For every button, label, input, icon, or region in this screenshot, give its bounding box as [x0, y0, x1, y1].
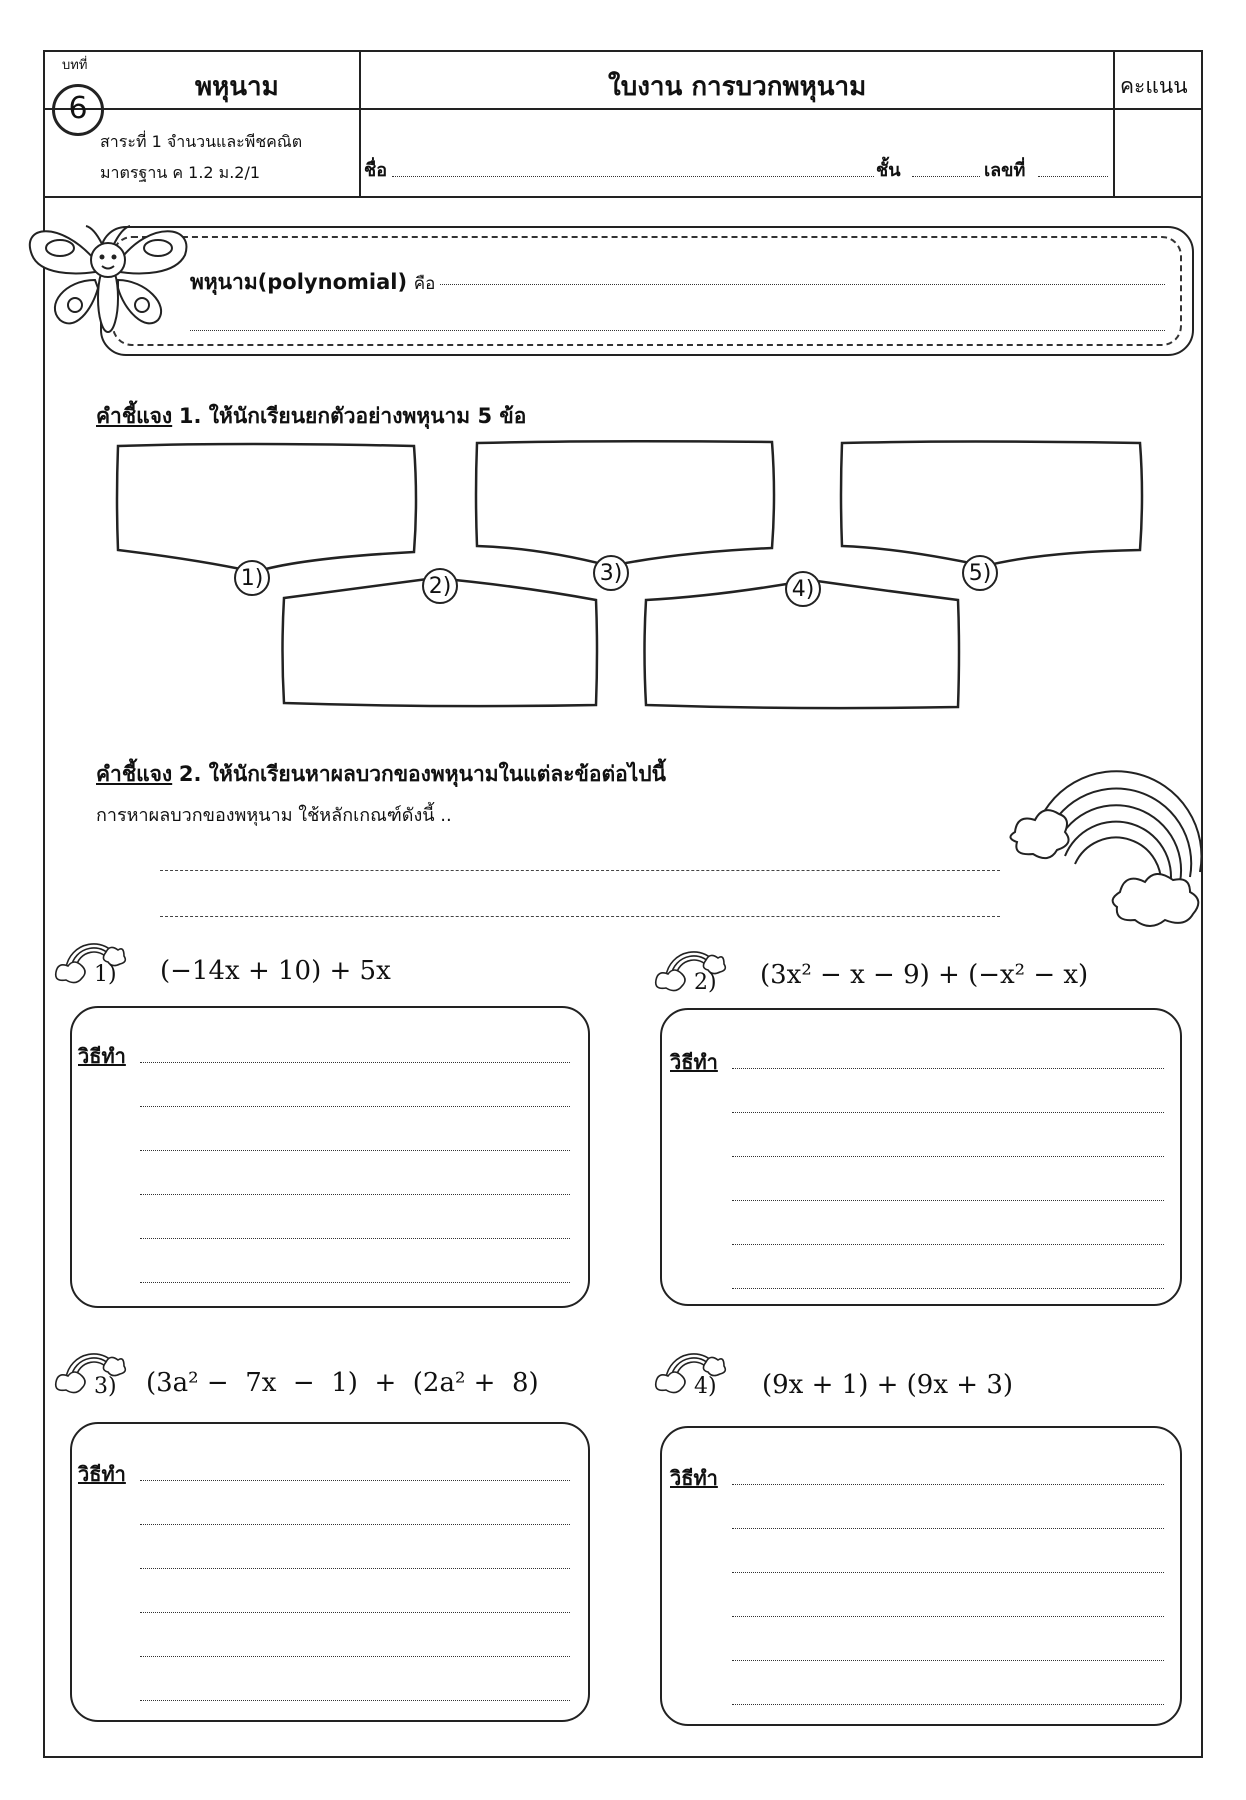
problem-4-expression: (9x + 1) + (9x + 3) — [762, 1370, 1014, 1400]
problem-2-line-4[interactable] — [732, 1200, 1164, 1201]
rule-text: การหาผลบวกของพหุนาม ใช้หลักเกณฑ์ดังนี้ .. — [96, 805, 452, 826]
standard-text: มาตรฐาน ค 1.2 ม.2/1 — [100, 163, 261, 182]
instruction-1-label: คำชี้แจง — [96, 404, 173, 428]
problem-3-work-box — [70, 1422, 590, 1722]
problem-1-line-3[interactable] — [140, 1150, 570, 1151]
instruction-2-label: คำชี้แจง — [96, 762, 173, 786]
example-box-1 — [117, 444, 416, 572]
problem-3-line-1[interactable] — [140, 1480, 570, 1481]
problem-2-line-5[interactable] — [732, 1244, 1164, 1245]
instruction-2-text: 2. ให้นักเรียนหาผลบวกของพหุนามในแต่ละข้อต่อไปนี้ — [178, 762, 666, 786]
problem-2-number: 2) — [694, 970, 717, 995]
problem-3-expression: (3a² − 7x − 1) + (2a² + 8) — [146, 1368, 539, 1398]
problem-3-line-4[interactable] — [140, 1612, 570, 1613]
instruction-1-text: 1. ให้นักเรียนยกตัวอย่างพหุนาม 5 ข้อ — [178, 404, 527, 428]
definition-suffix: คือ — [413, 274, 436, 294]
problem-4-line-6[interactable] — [732, 1704, 1164, 1705]
problem-2-expression: (3x² − x − 9) + (−x² − x) — [760, 960, 1089, 990]
problem-2-line-6[interactable] — [732, 1288, 1164, 1289]
example-box-5 — [841, 442, 1142, 567]
definition-term: พหุนาม(polynomial) — [190, 270, 408, 294]
problem-3-line-5[interactable] — [140, 1656, 570, 1657]
lesson-label: บทที่ — [62, 58, 88, 73]
problem-2-line-2[interactable] — [732, 1112, 1164, 1113]
problem-2-work-box — [660, 1008, 1182, 1306]
problem-2-line-1[interactable] — [732, 1068, 1164, 1069]
example-box-3 — [476, 441, 774, 566]
problem-1-work-box — [70, 1006, 590, 1308]
problem-1-work-label: วิธีทำ — [78, 1044, 126, 1068]
score-label: คะแนน — [1120, 74, 1188, 98]
lesson-number: 6 — [68, 91, 88, 126]
example-number-3: 3) — [593, 555, 629, 591]
problem-1-line-5[interactable] — [140, 1238, 570, 1239]
example-boxes — [0, 0, 1246, 720]
strand-text: สาระที่ 1 จำนวนและพีชคณิต — [100, 132, 303, 151]
problem-4-line-1[interactable] — [732, 1484, 1164, 1485]
problem-4-number: 4) — [694, 1374, 717, 1399]
problem-4-work-box — [660, 1426, 1182, 1726]
problem-2-line-3[interactable] — [732, 1156, 1164, 1157]
problem-4-line-4[interactable] — [732, 1616, 1164, 1617]
problem-4-line-3[interactable] — [732, 1572, 1164, 1573]
rainbow-icon — [1005, 772, 1220, 942]
problem-2-work-label: วิธีทำ — [670, 1050, 718, 1074]
problem-1-line-1[interactable] — [140, 1062, 570, 1063]
problem-1-line-2[interactable] — [140, 1106, 570, 1107]
number-label: เลขที่ — [984, 160, 1026, 181]
problem-3-line-3[interactable] — [140, 1568, 570, 1569]
problem-3-line-6[interactable] — [140, 1700, 570, 1701]
class-label: ชั้น — [876, 160, 901, 181]
unit-title: พหุนาม — [195, 72, 279, 102]
problem-4-work-label: วิธีทำ — [670, 1466, 718, 1490]
problem-3-line-2[interactable] — [140, 1524, 570, 1525]
problem-3-work-label: วิธีทำ — [78, 1462, 126, 1486]
example-number-2: 2) — [422, 568, 458, 604]
problem-1-line-6[interactable] — [140, 1282, 570, 1283]
worksheet-title: ใบงาน การบวกพหุนาม — [608, 72, 867, 102]
problem-1-line-4[interactable] — [140, 1194, 570, 1195]
name-label: ชื่อ — [364, 160, 388, 181]
problem-3-number: 3) — [94, 1374, 117, 1399]
rule-line-2[interactable] — [160, 916, 1000, 917]
instruction-2 — [96, 758, 666, 791]
example-number-1: 1) — [234, 560, 270, 596]
example-number-4: 4) — [785, 571, 821, 607]
problem-4-line-2[interactable] — [732, 1528, 1164, 1529]
problem-4-line-5[interactable] — [732, 1660, 1164, 1661]
rule-line-1[interactable] — [160, 870, 1000, 871]
problem-1-number: 1) — [94, 962, 117, 987]
problem-1-expression: (−14x + 10) + 5x — [160, 956, 391, 986]
example-number-5: 5) — [962, 555, 998, 591]
